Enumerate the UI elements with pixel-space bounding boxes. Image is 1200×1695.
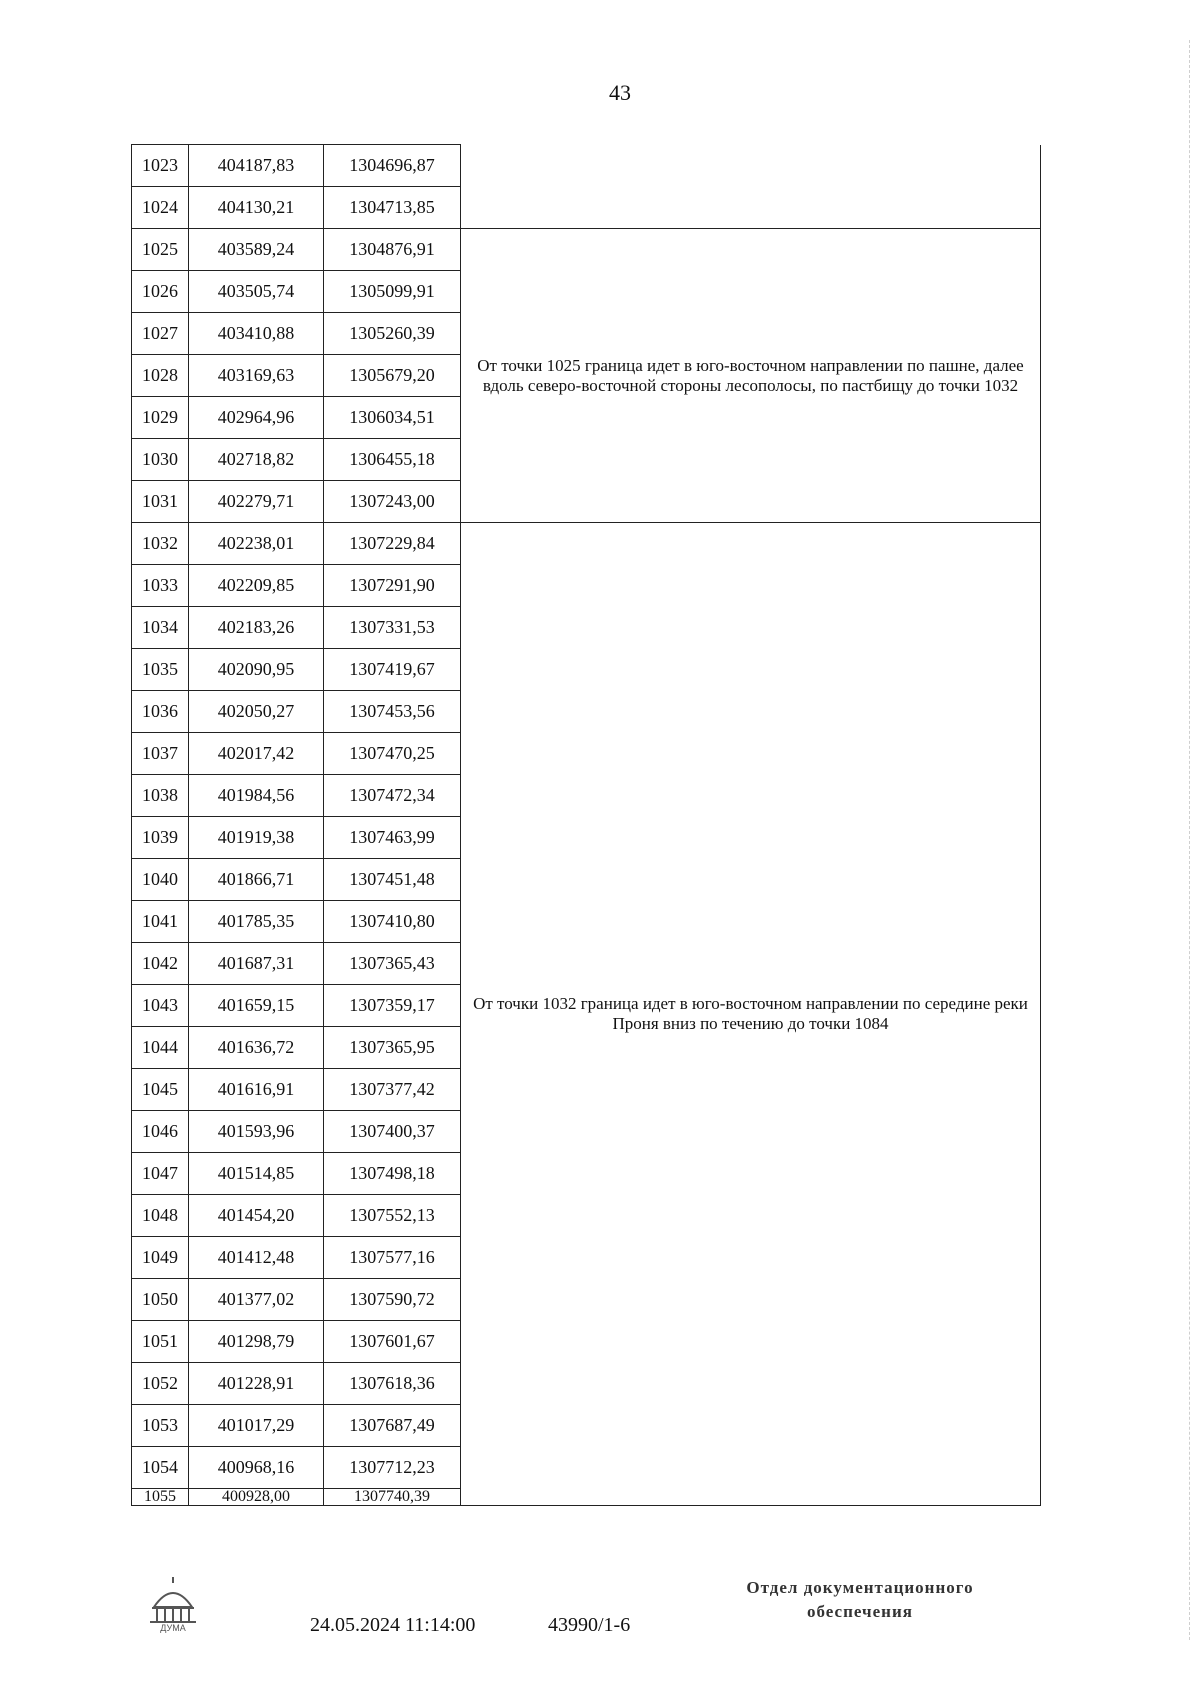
point-number-cell: 1027 <box>132 313 189 355</box>
x-coordinate-cell: 401593,96 <box>189 1111 324 1153</box>
y-coordinate-cell: 1307740,39 <box>324 1489 461 1506</box>
y-coordinate-cell: 1307687,49 <box>324 1405 461 1447</box>
y-coordinate-cell: 1307419,67 <box>324 649 461 691</box>
point-number-cell: 1044 <box>132 1027 189 1069</box>
x-coordinate-cell: 402238,01 <box>189 523 324 565</box>
y-coordinate-cell: 1307590,72 <box>324 1279 461 1321</box>
x-coordinate-cell: 402050,27 <box>189 691 324 733</box>
y-coordinate-cell: 1307601,67 <box>324 1321 461 1363</box>
page-number: 43 <box>609 80 631 105</box>
point-number-cell: 1028 <box>132 355 189 397</box>
description-cell-previous <box>461 145 1041 229</box>
point-number-cell: 1052 <box>132 1363 189 1405</box>
description-cell-1032-1084: От точки 1032 граница идет в юго-восточном направлении по середине реки Проня вниз по течению до точки 1084 <box>461 523 1041 1506</box>
point-number-cell: 1050 <box>132 1279 189 1321</box>
x-coordinate-cell: 402090,95 <box>189 649 324 691</box>
y-coordinate-cell: 1307365,43 <box>324 943 461 985</box>
y-coordinate-cell: 1307331,53 <box>324 607 461 649</box>
y-coordinate-cell: 1307410,80 <box>324 901 461 943</box>
point-number-cell: 1035 <box>132 649 189 691</box>
y-coordinate-cell: 1307552,13 <box>324 1195 461 1237</box>
point-number-cell: 1029 <box>132 397 189 439</box>
x-coordinate-cell: 401659,15 <box>189 985 324 1027</box>
point-number-cell: 1032 <box>132 523 189 565</box>
x-coordinate-cell: 401298,79 <box>189 1321 324 1363</box>
y-coordinate-cell: 1304713,85 <box>324 187 461 229</box>
x-coordinate-cell: 403169,63 <box>189 355 324 397</box>
y-coordinate-cell: 1307618,36 <box>324 1363 461 1405</box>
x-coordinate-cell: 400968,16 <box>189 1447 324 1489</box>
boundary-coordinates-table <box>131 144 1041 1506</box>
y-coordinate-cell: 1307463,99 <box>324 817 461 859</box>
x-coordinate-cell: 402279,71 <box>189 481 324 523</box>
point-number-cell: 1030 <box>132 439 189 481</box>
duma-logo <box>144 1577 202 1633</box>
footer-datetime: 24.05.2024 11:14:00 <box>310 1614 476 1636</box>
point-number-cell: 1031 <box>132 481 189 523</box>
x-coordinate-cell: 401687,31 <box>189 943 324 985</box>
y-coordinate-cell: 1307400,37 <box>324 1111 461 1153</box>
table-row <box>132 523 1041 565</box>
x-coordinate-cell: 401377,02 <box>189 1279 324 1321</box>
point-number-cell: 1040 <box>132 859 189 901</box>
x-coordinate-cell: 401454,20 <box>189 1195 324 1237</box>
x-coordinate-cell: 401984,56 <box>189 775 324 817</box>
footer-doc-number: 43990/1-6 <box>548 1614 631 1636</box>
y-coordinate-cell: 1306034,51 <box>324 397 461 439</box>
point-number-cell: 1048 <box>132 1195 189 1237</box>
x-coordinate-cell: 401412,48 <box>189 1237 324 1279</box>
point-number-cell: 1049 <box>132 1237 189 1279</box>
y-coordinate-cell: 1305679,20 <box>324 355 461 397</box>
point-number-cell: 1037 <box>132 733 189 775</box>
point-number-cell: 1041 <box>132 901 189 943</box>
point-number-cell: 1034 <box>132 607 189 649</box>
point-number-cell: 1038 <box>132 775 189 817</box>
description-cell-1025-1032: От точки 1025 граница идет в юго-восточном направлении по пашне, далее вдоль северо-восточной стороны лесополосы, по пастбищу до точки 1032 <box>461 229 1041 523</box>
x-coordinate-cell: 401228,91 <box>189 1363 324 1405</box>
y-coordinate-cell: 1307365,95 <box>324 1027 461 1069</box>
point-number-cell: 1036 <box>132 691 189 733</box>
x-coordinate-cell: 402017,42 <box>189 733 324 775</box>
y-coordinate-cell: 1305260,39 <box>324 313 461 355</box>
x-coordinate-cell: 402718,82 <box>189 439 324 481</box>
y-coordinate-cell: 1307472,34 <box>324 775 461 817</box>
y-coordinate-cell: 1307377,42 <box>324 1069 461 1111</box>
y-coordinate-cell: 1307470,25 <box>324 733 461 775</box>
point-number-cell: 1045 <box>132 1069 189 1111</box>
x-coordinate-cell: 404187,83 <box>189 145 324 187</box>
y-coordinate-cell: 1307451,48 <box>324 859 461 901</box>
table-row <box>132 229 1041 271</box>
point-number-cell: 1055 <box>132 1489 189 1506</box>
point-number-cell: 1033 <box>132 565 189 607</box>
point-number-cell: 1047 <box>132 1153 189 1195</box>
table-row <box>132 145 1041 187</box>
point-number-cell: 1039 <box>132 817 189 859</box>
point-number-cell: 1051 <box>132 1321 189 1363</box>
y-coordinate-cell: 1307359,17 <box>324 985 461 1027</box>
x-coordinate-cell: 401785,35 <box>189 901 324 943</box>
y-coordinate-cell: 1304876,91 <box>324 229 461 271</box>
x-coordinate-cell: 400928,00 <box>189 1489 324 1506</box>
y-coordinate-cell: 1307291,90 <box>324 565 461 607</box>
point-number-cell: 1043 <box>132 985 189 1027</box>
point-number-cell: 1023 <box>132 145 189 187</box>
y-coordinate-cell: 1307229,84 <box>324 523 461 565</box>
x-coordinate-cell: 401866,71 <box>189 859 324 901</box>
x-coordinate-cell: 401919,38 <box>189 817 324 859</box>
x-coordinate-cell: 402209,85 <box>189 565 324 607</box>
y-coordinate-cell: 1304696,87 <box>324 145 461 187</box>
x-coordinate-cell: 404130,21 <box>189 187 324 229</box>
y-coordinate-cell: 1307712,23 <box>324 1447 461 1489</box>
x-coordinate-cell: 401514,85 <box>189 1153 324 1195</box>
point-number-cell: 1025 <box>132 229 189 271</box>
x-coordinate-cell: 401017,29 <box>189 1405 324 1447</box>
y-coordinate-cell: 1306455,18 <box>324 439 461 481</box>
y-coordinate-cell: 1307243,00 <box>324 481 461 523</box>
y-coordinate-cell: 1305099,91 <box>324 271 461 313</box>
y-coordinate-cell: 1307453,56 <box>324 691 461 733</box>
x-coordinate-cell: 401636,72 <box>189 1027 324 1069</box>
point-number-cell: 1053 <box>132 1405 189 1447</box>
x-coordinate-cell: 403589,24 <box>189 229 324 271</box>
x-coordinate-cell: 402183,26 <box>189 607 324 649</box>
point-number-cell: 1046 <box>132 1111 189 1153</box>
scan-edge-artifact <box>1189 40 1192 1640</box>
point-number-cell: 1026 <box>132 271 189 313</box>
x-coordinate-cell: 401616,91 <box>189 1069 324 1111</box>
y-coordinate-cell: 1307498,18 <box>324 1153 461 1195</box>
point-number-cell: 1042 <box>132 943 189 985</box>
x-coordinate-cell: 403410,88 <box>189 313 324 355</box>
y-coordinate-cell: 1307577,16 <box>324 1237 461 1279</box>
table-body <box>132 145 1041 1506</box>
point-number-cell: 1054 <box>132 1447 189 1489</box>
svg-text:ДУМА: ДУМА <box>160 1623 186 1633</box>
x-coordinate-cell: 403505,74 <box>189 271 324 313</box>
point-number-cell: 1024 <box>132 187 189 229</box>
footer-department: Отдел документационного обеспечения <box>746 1578 974 1621</box>
x-coordinate-cell: 402964,96 <box>189 397 324 439</box>
